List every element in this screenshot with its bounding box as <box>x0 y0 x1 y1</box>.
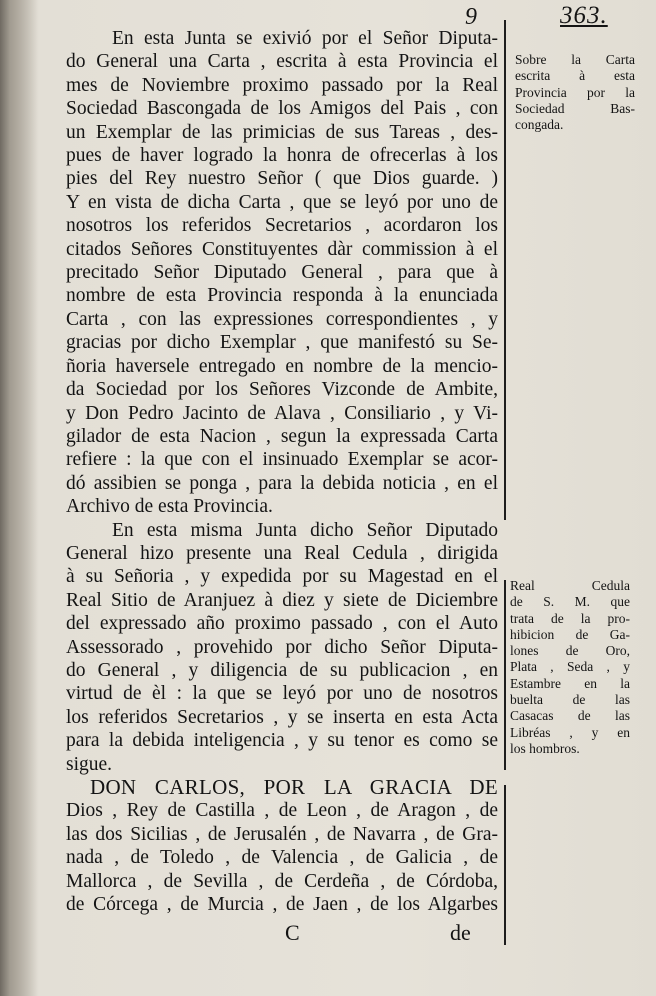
margin-note-line: escrita à esta <box>515 68 635 84</box>
margin-note-line: Sobre la Carta <box>515 52 635 67</box>
handwritten-folio-number: 363. <box>560 2 608 29</box>
margin-note-line: Provincia por la <box>515 84 635 100</box>
text-line: Dios , Rey de Castilla , de Leon , de Aragon , de <box>66 800 498 822</box>
text-line: mes de Noviembre proximo passado por la Real <box>66 74 498 96</box>
text-line: Assessorado , provehido por dicho Señor Diputa- <box>66 636 498 658</box>
text-line: nada , de Toledo , de Valencia , de Galicia , de <box>66 847 498 869</box>
margin-note-line: Estambre en la <box>510 675 630 691</box>
text-line: Sociedad Bascongada de los Amigos del Pais , con <box>66 98 498 120</box>
text-line: citados Señores Constituyentes dàr commission à el <box>66 238 498 260</box>
margin-note-line: lones de Oro, <box>510 643 630 659</box>
margin-note-line: buelta de las <box>510 692 630 708</box>
margin-rule <box>504 20 506 520</box>
margin-note-line: Casacas de las <box>510 708 630 724</box>
text-line: las dos Sicilias , de Jerusalén , de Navarra , de Gra- <box>66 823 498 845</box>
binding-shadow <box>0 0 38 996</box>
text-line: ñoria haversele entregado en nombre de la mencio- <box>66 355 498 377</box>
main-text-column <box>66 27 498 916</box>
text-line: Mallorca , de Sevilla , de Cerdeña , de Córdoba, <box>66 870 498 892</box>
margin-note-line: congada. <box>515 117 564 133</box>
text-line: do General una Carta , escrita à esta Provincia el <box>66 51 498 73</box>
margin-note-line: Libréas , y en <box>510 724 630 740</box>
margin-note-line: Real Cedula <box>510 578 630 593</box>
text-line: precitado Señor Diputado General , para que à <box>66 262 498 284</box>
text-line: à su Señoria , y expedida por su Magestad en el <box>66 566 498 588</box>
text-line: un Exemplar de las primicias de sus Tareas , des- <box>66 121 498 143</box>
text-line: pies del Rey nuestro Señor ( que Dios guarde. ) <box>66 168 498 190</box>
text-line: En esta Junta se exivió por el Señor Diputa- <box>112 28 498 49</box>
text-line: del expressado año proximo passado , con el Auto <box>66 613 498 635</box>
text-line: virtud de èl : la que se leyó por uno de nosotros <box>66 683 498 705</box>
text-line: gracias por dicho Exemplar , que manifestó su Se- <box>66 332 498 354</box>
margin-note-sociedad <box>515 52 635 133</box>
text-line: para la debida inteligencia , y su tenor es como se <box>66 730 498 752</box>
margin-rule <box>504 785 506 945</box>
text-line: da Sociedad por los Señores Vizconde de Ambite, <box>66 379 498 401</box>
margin-note-line: Sociedad Bas- <box>515 100 635 116</box>
signature-mark: C <box>285 920 300 945</box>
text-line: Real Sitio de Aranjuez à diez y siete de Diciembre <box>66 589 498 611</box>
margin-rule <box>504 580 506 770</box>
text-line: Carta , con las expressiones correspondientes , y <box>66 308 498 330</box>
text-line: refiere : la que con el insinuado Exemplar se acor- <box>66 449 498 471</box>
text-line: General hizo presente una Real Cedula , dirigida <box>66 542 498 564</box>
margin-note-real-cedula <box>510 578 630 757</box>
text-line: Archivo de esta Provincia. <box>66 496 273 518</box>
text-line: dó assibien se ponga , para la debida noticia , en el <box>66 472 498 494</box>
margin-note-line: Plata , Seda , y <box>510 659 630 675</box>
royal-title-line: DON CARLOS, POR LA GRACIA DE <box>90 775 498 799</box>
text-line: do General , y diligencia de su publicacion , en <box>66 659 498 681</box>
text-line: En esta misma Junta dicho Señor Diputado <box>112 519 498 541</box>
page-number: 9 <box>465 4 477 30</box>
catchword: de <box>450 920 471 945</box>
margin-note-line: de S. M. que <box>510 594 630 610</box>
text-line: sigue. <box>66 753 113 775</box>
text-line: nosotros los referidos Secretarios , acordaron los <box>66 215 498 237</box>
text-line: de Córcega , de Murcia , de Jaen , de los Algarbes <box>66 894 498 916</box>
margin-note-line: trata de la pro- <box>510 610 630 626</box>
text-line: y Don Pedro Jacinto de Alava , Consiliario , y Vi- <box>66 402 498 424</box>
text-line: pues de haver logrado la honra de ofrecerlas à los <box>66 145 498 167</box>
text-line: los referidos Secretarios , y se inserta en esta Acta <box>66 706 498 728</box>
margin-note-line: los hombros. <box>510 740 580 756</box>
margin-note-line: hibicion de Ga- <box>510 626 630 642</box>
text-line: nombre de esta Provincia responda à la enunciada <box>66 285 498 307</box>
text-line: Y en vista de dicha Carta , que se leyó por uno de <box>66 191 498 213</box>
text-line: gilador de esta Nacion , segun la expressada Carta <box>66 425 498 447</box>
